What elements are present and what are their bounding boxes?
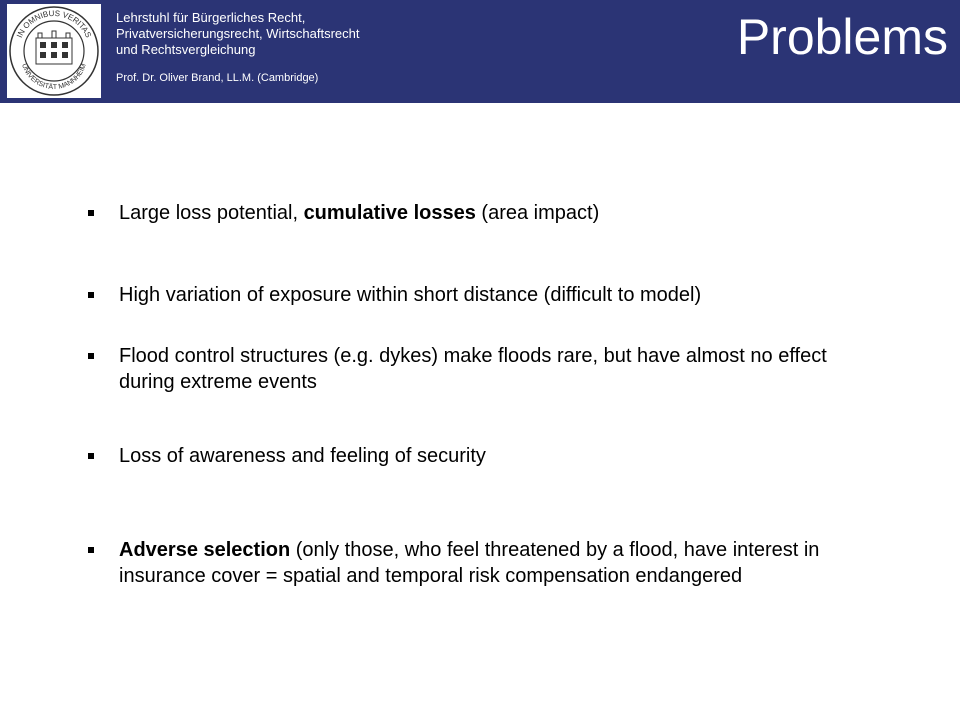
bullet-text-part: Loss of awareness and feeling of security [119, 445, 486, 467]
bullet-text-part: High variation of exposure within short distance (difficult to model) [119, 284, 702, 306]
bullet-text [119, 537, 859, 589]
square-bullet-icon [88, 547, 94, 553]
professor-name: Prof. Dr. Oliver Brand, LL.M. (Cambridge) [116, 72, 319, 84]
bullet-text-part: (only those, who feel threatened by a flood, have interest in insurance cover = spatial and temporal risk compensation endangered [119, 539, 820, 587]
chair-line-3: und Rechtsvergleichung [116, 42, 256, 57]
bullet-emphasis: Adverse selection [119, 539, 291, 561]
square-bullet-icon [88, 292, 94, 298]
bullet-emphasis: cumulative losses [303, 202, 476, 224]
bullet-text [119, 343, 859, 395]
chair-line-1: Lehrstuhl für Bürgerliches Recht, [116, 10, 306, 25]
chair-line-2: Privatversicherungsrecht, Wirtschaftsrecht [116, 26, 360, 41]
bullet-text-part: (area impact) [475, 202, 600, 224]
square-bullet-icon [88, 210, 94, 216]
bullet-text [119, 200, 859, 226]
slide-title: Problems [736, 9, 948, 65]
square-bullet-icon [88, 453, 94, 459]
logo-text-bottom: UNIVERSITÄT MANNHEIM [20, 62, 88, 92]
bullet-text-part: Flood control structures (e.g. dykes) make floods rare, but have almost no effect during extreme events [119, 345, 827, 393]
square-bullet-icon [88, 353, 94, 359]
logo-text-top: IN OMNIBUS VERITAS [14, 8, 93, 40]
bullet-text [119, 282, 859, 308]
bullet-text [119, 443, 859, 469]
bullet-text-part: Large loss potential, [119, 202, 304, 224]
